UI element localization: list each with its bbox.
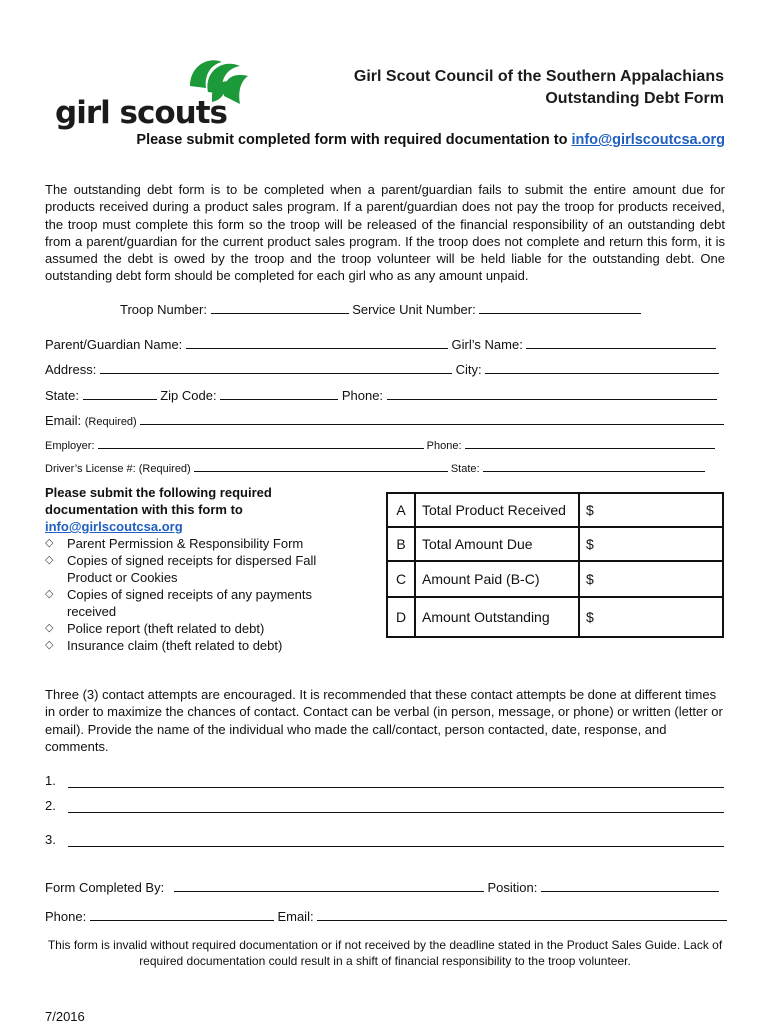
zip-field[interactable] <box>220 388 338 400</box>
state-field[interactable] <box>83 388 157 400</box>
license-row <box>45 462 705 475</box>
completed-by-field[interactable] <box>174 880 484 892</box>
parent-name-field[interactable] <box>186 337 448 349</box>
amount-key: C <box>387 561 415 597</box>
amount-value-field[interactable]: $ <box>579 597 723 637</box>
state-row <box>45 388 717 403</box>
zip-label: Zip Code: <box>160 388 217 403</box>
completion-email-label: Email: <box>277 909 314 924</box>
diamond-bullet-icon: ◇ <box>45 554 54 566</box>
amount-key: D <box>387 597 415 637</box>
amount-key: A <box>387 493 415 527</box>
required-docs-list <box>45 535 345 654</box>
email-required-note: (Required) <box>84 416 137 428</box>
contact-attempt-field[interactable] <box>68 811 724 813</box>
license-required-note: (Required) <box>138 463 191 475</box>
diamond-bullet-icon: ◇ <box>45 622 54 634</box>
employer-row <box>45 439 715 452</box>
troop-number-label: Troop Number: <box>120 302 207 317</box>
employer-field[interactable] <box>98 439 424 449</box>
required-doc-item: ◇ Copies of signed receipts for dispersed Fall Product or Cookies <box>45 553 317 585</box>
email-label: Email: <box>45 413 82 428</box>
diamond-bullet-icon: ◇ <box>45 537 54 549</box>
table-row <box>387 527 723 561</box>
license-label: Driver’s License #: <box>45 463 136 475</box>
required-doc-item: ◇ Police report (theft related to debt) <box>45 621 265 636</box>
position-label: Position: <box>487 880 538 895</box>
diamond-bullet-icon: ◇ <box>45 588 54 600</box>
required-docs-title <box>45 484 315 535</box>
contact-attempt-field[interactable] <box>68 845 724 847</box>
address-label: Address: <box>45 362 97 377</box>
amount-value-field[interactable]: $ <box>579 561 723 597</box>
employer-label: Employer: <box>45 440 95 452</box>
amount-label: Total Product Received <box>415 493 579 527</box>
submit-email-link[interactable]: info@girlscoutcsa.org <box>571 132 725 148</box>
submit-instruction <box>0 132 725 148</box>
council-name: Girl Scout Council of the Southern Appalachians <box>353 68 724 85</box>
required-doc-item: ◇ Copies of signed receipts of any payments received <box>45 587 312 619</box>
completion-phone-field[interactable] <box>90 909 274 921</box>
submit-instruction-text: Please submit completed form with required documentation to <box>136 132 572 148</box>
phone-field[interactable] <box>387 388 717 400</box>
contact-attempt-field[interactable] <box>68 786 724 788</box>
license-state-field[interactable] <box>483 462 705 472</box>
contact-number: 1. <box>45 773 56 788</box>
amount-label: Amount Outstanding <box>415 597 579 637</box>
footer-note: This form is invalid without required documentation or if not received by the deadline stated in the Product Sales Guide. Lack of required documentation could result in a shift of financial responsibility to the troop volunteer. <box>47 938 723 968</box>
contact-paragraph: Three (3) contact attempts are encouraged. It is recommended that these contact attempts be done at different times in order to maximize the chances of contact. Contact can be verbal (in person, message, or phone) or written (letter or email). Provide the name of the individual who made the call/contact, person contacted, date, response, and comments. <box>45 687 723 754</box>
service-unit-field[interactable] <box>479 302 641 314</box>
girl-name-label: Girl’s Name: <box>451 337 523 352</box>
required-docs-heading: Please submit the following required documentation with this form to <box>45 485 272 517</box>
amounts-table <box>386 492 724 638</box>
troop-service-row <box>120 302 641 317</box>
service-unit-label: Service Unit Number: <box>352 302 476 317</box>
completion-email-field[interactable] <box>317 909 727 921</box>
contact-number: 2. <box>45 798 56 813</box>
amount-key: B <box>387 527 415 561</box>
completed-by-row <box>45 880 719 895</box>
contact-number: 3. <box>45 832 56 847</box>
state-label: State: <box>45 388 79 403</box>
logo-wordmark: girl scouts <box>55 95 227 131</box>
amount-label: Amount Paid (B-C) <box>415 561 579 597</box>
amount-label: Total Amount Due <box>415 527 579 561</box>
table-row <box>387 493 723 527</box>
completed-by-label: Form Completed By: <box>45 880 165 895</box>
required-docs-email-link[interactable]: info@girlscoutcsa.org <box>45 519 183 534</box>
required-doc-item: ◇ Parent Permission & Responsibility Form <box>45 536 304 551</box>
license-field[interactable] <box>194 462 448 472</box>
intro-paragraph: The outstanding debt form is to be completed when a parent/guardian fails to submit the entire amount due for products received during a product sales program. If a parent/guardian does not pay the troop for products received, the troop must complete this form so the troop will be released of the financial responsibility of an outstanding debt from a parent/guardian for the current product sales program. If the troop does not complete and return this form, it is assumed the debt is owed by the troop and the troop volunteer will be held liable for the outstanding debt. One outstanding debt form should be completed for each girl who as any amount unpaid. <box>45 182 725 284</box>
completion-contact-row <box>45 909 727 924</box>
amount-value-field[interactable]: $ <box>579 493 723 527</box>
address-row <box>45 362 719 377</box>
email-row <box>45 413 724 428</box>
amount-value-field[interactable]: $ <box>579 527 723 561</box>
phone-label: Phone: <box>341 388 384 403</box>
girl-name-field[interactable] <box>526 337 716 349</box>
position-field[interactable] <box>541 880 719 892</box>
employer-phone-label: Phone: <box>426 440 462 452</box>
city-field[interactable] <box>485 362 719 374</box>
table-row <box>387 597 723 637</box>
required-doc-item: ◇ Insurance claim (theft related to debt) <box>45 638 283 653</box>
parent-row <box>45 337 716 352</box>
form-title: Outstanding Debt Form <box>545 90 724 107</box>
diamond-bullet-icon: ◇ <box>45 639 54 651</box>
license-state-label: State: <box>450 463 480 475</box>
employer-phone-field[interactable] <box>465 439 715 449</box>
table-row <box>387 561 723 597</box>
address-field[interactable] <box>100 362 452 374</box>
parent-name-label: Parent/Guardian Name: <box>45 337 183 352</box>
email-field[interactable] <box>140 413 724 425</box>
revision-date: 7/2016 <box>45 1009 85 1024</box>
city-label: City: <box>455 362 482 377</box>
troop-number-field[interactable] <box>211 302 349 314</box>
completion-phone-label: Phone: <box>45 909 87 924</box>
